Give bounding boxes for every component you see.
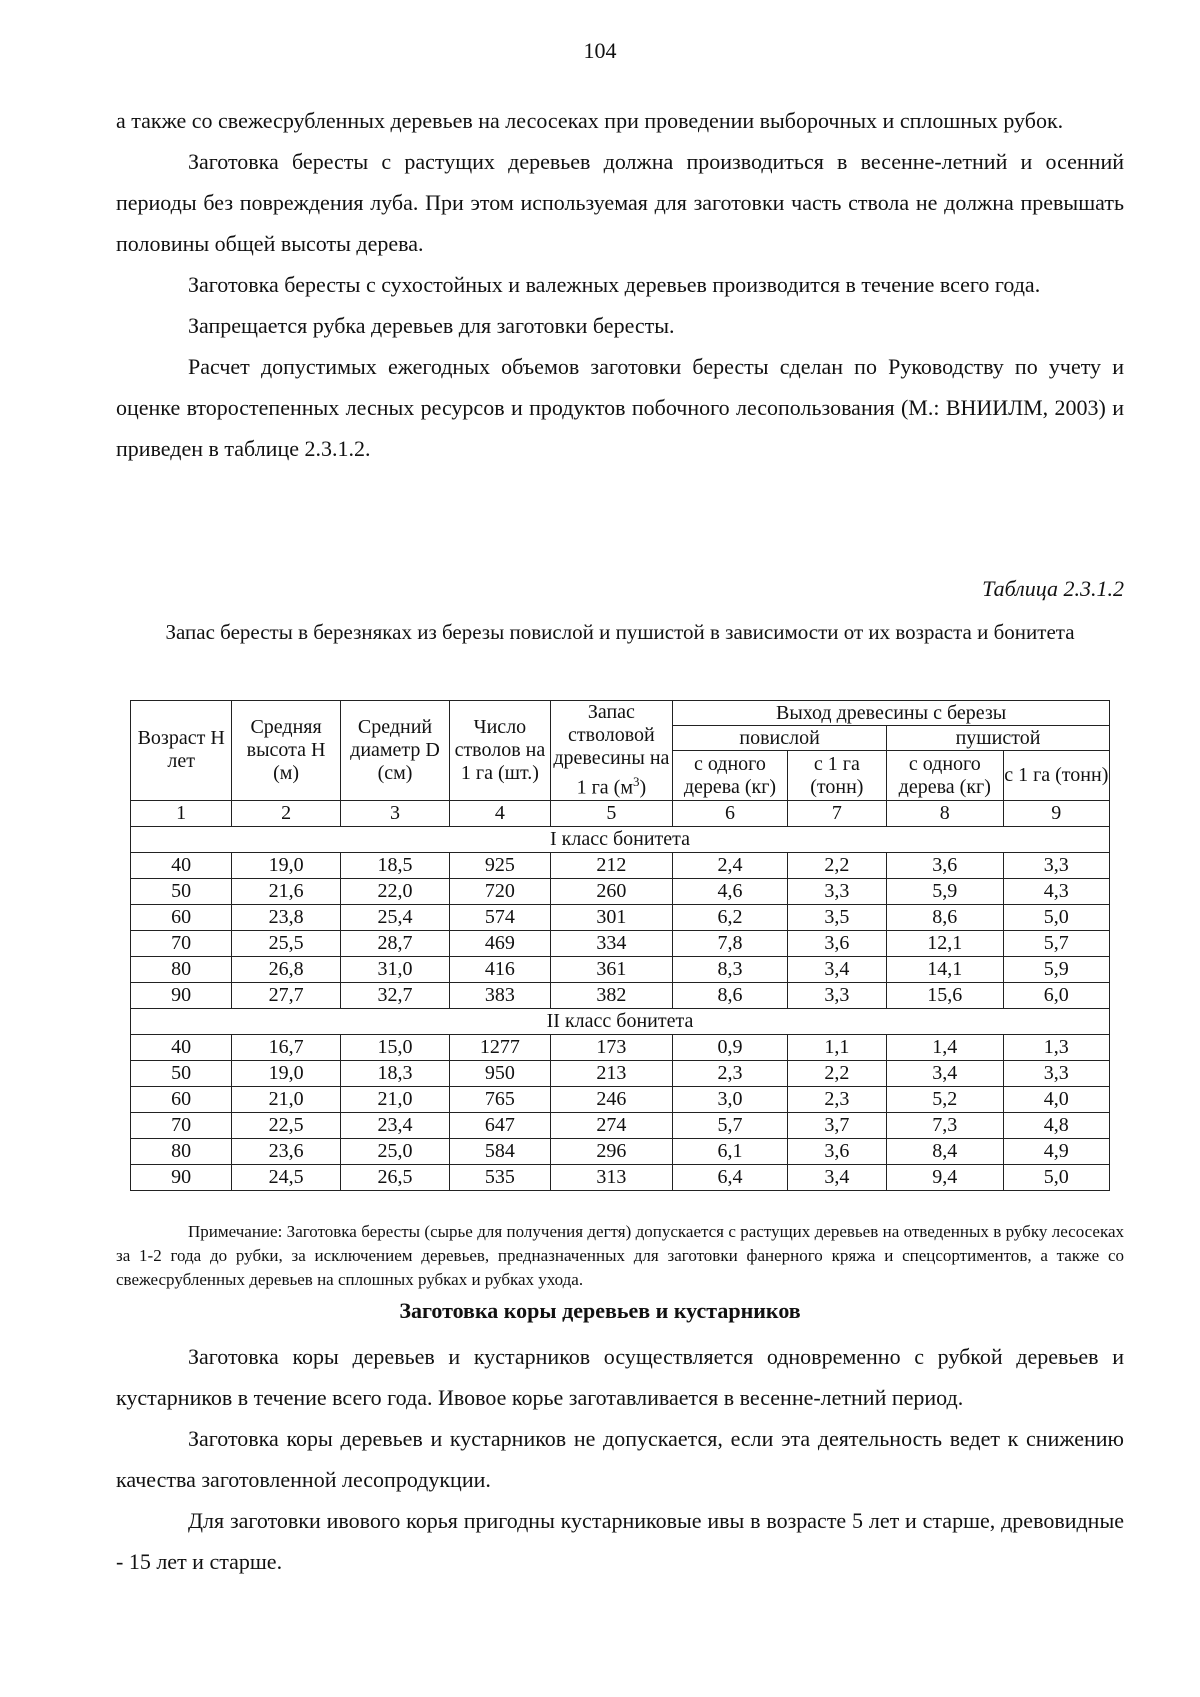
table-title: Запас бересты в березняках из березы повислой и пушистой в зависимости от их возраста и бонитета	[165, 620, 1075, 644]
paragraph: Заготовка бересты с растущих деревьев должна производиться в весенне-летний и осенний периоды без повреждения луба. При этом используемая для заготовки часть ствола не должна превышать половины общей высоты дерева.	[116, 149, 1124, 256]
table-cell: 6,4	[673, 1164, 788, 1190]
table-cell: 7,8	[673, 930, 788, 956]
table-cell: 383	[450, 982, 550, 1008]
table-cell: 8,6	[887, 904, 1004, 930]
table-cell: 40	[131, 852, 232, 878]
paragraph: Запрещается рубка деревьев для заготовки бересты.	[188, 313, 675, 338]
birch-bark-table	[130, 700, 1110, 1191]
column-number: 2	[232, 800, 340, 826]
header-per-ha: с 1 га (тонн)	[787, 751, 886, 800]
table-cell: 70	[131, 1112, 232, 1138]
table-cell: 28,7	[340, 930, 449, 956]
table-cell: 469	[450, 930, 550, 956]
table-row	[131, 1034, 1110, 1060]
table-cell: 6,0	[1003, 982, 1109, 1008]
paragraph: Расчет допустимых ежегодных объемов заготовки бересты сделан по Руководству по учету и оценке второстепенных лесных ресурсов и продуктов побочного лесопользования (М.: ВНИИЛМ, 2003) и приведен в таблице 2.3.1.2.	[116, 354, 1124, 461]
table-cell: 246	[550, 1086, 673, 1112]
table-cell: 3,3	[787, 982, 886, 1008]
header-stock: Запас стволовой древесины на 1 га $(м^3)$	[550, 701, 673, 801]
table-cell: 2,2	[787, 1060, 886, 1086]
table-cell: 3,5	[787, 904, 886, 930]
paragraph: Заготовка коры деревьев и кустарников не допускается, если эта деятельность ведет к снижению качества заготовленной лесопродукции.	[116, 1426, 1124, 1492]
table-row	[131, 1060, 1110, 1086]
table-cell: 2,3	[673, 1060, 788, 1086]
table-cell: 24,5	[232, 1164, 340, 1190]
header-diameter: Средний диаметр D (см)	[340, 701, 449, 801]
group-title: I класс бонитета	[131, 826, 1110, 852]
body-text-bottom	[116, 1336, 1124, 1582]
table-cell: 9,4	[887, 1164, 1004, 1190]
table-cell: 647	[450, 1112, 550, 1138]
table-cell: 212	[550, 852, 673, 878]
table-cell: 1,4	[887, 1034, 1004, 1060]
table-row	[131, 878, 1110, 904]
table-cell: 23,8	[232, 904, 340, 930]
table-cell: 14,1	[887, 956, 1004, 982]
table-cell: 416	[450, 956, 550, 982]
table-cell: 925	[450, 852, 550, 878]
body-text-top	[116, 100, 1124, 469]
table-cell: 8,4	[887, 1138, 1004, 1164]
table-cell: 4,6	[673, 878, 788, 904]
table-cell: 382	[550, 982, 673, 1008]
table-cell: 3,0	[673, 1086, 788, 1112]
table-cell: 25,5	[232, 930, 340, 956]
table-cell: 18,3	[340, 1060, 449, 1086]
table-cell: 31,0	[340, 956, 449, 982]
paragraph: Заготовка бересты с сухостойных и валежных деревьев производится в течение всего года.	[188, 272, 1041, 297]
table-cell: 5,0	[1003, 1164, 1109, 1190]
header-per-tree: с одного дерева (кг)	[887, 751, 1004, 800]
table-row	[131, 1138, 1110, 1164]
table-cell: 6,2	[673, 904, 788, 930]
table-cell: 584	[450, 1138, 550, 1164]
table-row	[131, 930, 1110, 956]
table-cell: 18,5	[340, 852, 449, 878]
table-cell: 60	[131, 904, 232, 930]
table-cell: 21,0	[340, 1086, 449, 1112]
table-cell: 25,0	[340, 1138, 449, 1164]
table-cell: 12,1	[887, 930, 1004, 956]
table-cell: 3,3	[787, 878, 886, 904]
table-cell: 765	[450, 1086, 550, 1112]
table-cell: 4,8	[1003, 1112, 1109, 1138]
table-cell: 3,4	[787, 956, 886, 982]
table-cell: 4,9	[1003, 1138, 1109, 1164]
table-cell: 296	[550, 1138, 673, 1164]
header-stems: Число стволов на 1 га (шт.)	[450, 701, 550, 801]
table-label: Таблица 2.3.1.2	[982, 576, 1124, 601]
table-note	[116, 1220, 1124, 1292]
table-cell: 90	[131, 1164, 232, 1190]
table-cell: 5,7	[673, 1112, 788, 1138]
table-cell: 15,6	[887, 982, 1004, 1008]
page-number: 104	[583, 38, 617, 63]
table-cell: 50	[131, 1060, 232, 1086]
paragraph: Заготовка коры деревьев и кустарников осуществляется одновременно с рубкой деревьев и кустарников в течение всего года. Ивовое корье заготавливается в весенне-летний период.	[116, 1344, 1124, 1410]
table-cell: 40	[131, 1034, 232, 1060]
table-cell: 70	[131, 930, 232, 956]
table-cell: 26,5	[340, 1164, 449, 1190]
table-cell: 3,3	[1003, 1060, 1109, 1086]
table-cell: 60	[131, 1086, 232, 1112]
header-per-tree: с одного дерева (кг)	[673, 751, 788, 800]
table-cell: 6,1	[673, 1138, 788, 1164]
table-cell: 80	[131, 1138, 232, 1164]
table-cell: 2,2	[787, 852, 886, 878]
table-row	[131, 852, 1110, 878]
paragraph: а также со свежесрубленных деревьев на лесосеках при проведении выборочных и сплошных рубок.	[116, 108, 1064, 133]
note-text: Примечание: Заготовка бересты (сырье для получения дегтя) допускается с растущих деревьев на отведенных в рубку лесосеках за 1-2 года до рубки, за исключением деревьев, предназначенных для заготовки фанерного кряжа и спецсортиментов, а также со свежесрубленных деревьев на сплошных рубках и рубках ухода.	[116, 1222, 1124, 1289]
table-cell: 213	[550, 1060, 673, 1086]
table-cell: 301	[550, 904, 673, 930]
table-cell: 8,6	[673, 982, 788, 1008]
table-cell: 720	[450, 878, 550, 904]
table-cell: 260	[550, 878, 673, 904]
table-cell: 2,3	[787, 1086, 886, 1112]
table-cell: 23,4	[340, 1112, 449, 1138]
table-cell: 334	[550, 930, 673, 956]
table-cell: 3,4	[787, 1164, 886, 1190]
header-age: Возраст Н лет	[131, 701, 232, 801]
header-height: Средняя высота Н (м)	[232, 701, 340, 801]
table-cell: 4,0	[1003, 1086, 1109, 1112]
paragraph: Для заготовки ивового корья пригодны кустарниковые ивы в возрасте 5 лет и старше, древовидные - 15 лет и старше.	[116, 1508, 1124, 1574]
table-cell: 50	[131, 878, 232, 904]
table-cell: 5,9	[1003, 956, 1109, 982]
column-number: 9	[1003, 800, 1109, 826]
table-cell: 313	[550, 1164, 673, 1190]
column-number: 1	[131, 800, 232, 826]
table-cell: 3,4	[887, 1060, 1004, 1086]
table-row	[131, 1086, 1110, 1112]
table-cell: 80	[131, 956, 232, 982]
column-number: 4	[450, 800, 550, 826]
table-cell: 21,6	[232, 878, 340, 904]
group-title: II класс бонитета	[131, 1008, 1110, 1034]
column-number: 7	[787, 800, 886, 826]
table-cell: 5,7	[1003, 930, 1109, 956]
table-cell: 8,3	[673, 956, 788, 982]
table-cell: 19,0	[232, 1060, 340, 1086]
header-per-ha: с 1 га (тонн)	[1003, 751, 1109, 800]
table-cell: 5,0	[1003, 904, 1109, 930]
table-cell: 173	[550, 1034, 673, 1060]
table-cell: 1,1	[787, 1034, 886, 1060]
table-cell: 16,7	[232, 1034, 340, 1060]
table-row	[131, 956, 1110, 982]
table-cell: 3,6	[787, 930, 886, 956]
table-cell: 5,2	[887, 1086, 1004, 1112]
column-number: 5	[550, 800, 673, 826]
group-title-row	[131, 826, 1110, 852]
table-cell: 90	[131, 982, 232, 1008]
table-header	[131, 701, 1110, 801]
table-cell: 4,3	[1003, 878, 1109, 904]
table-cell: 361	[550, 956, 673, 982]
column-number-row	[131, 800, 1110, 826]
table-cell: 25,4	[340, 904, 449, 930]
column-number: 3	[340, 800, 449, 826]
header-hanging-birch: повислой	[673, 726, 887, 751]
table-cell: 7,3	[887, 1112, 1004, 1138]
table-cell: 22,5	[232, 1112, 340, 1138]
column-number: 6	[673, 800, 788, 826]
section-heading: Заготовка коры деревьев и кустарников	[399, 1298, 801, 1323]
table-row	[131, 1112, 1110, 1138]
group-title-row	[131, 1008, 1110, 1034]
table-cell: 22,0	[340, 878, 449, 904]
header-downy-birch: пушистой	[887, 726, 1110, 751]
table-cell: 23,6	[232, 1138, 340, 1164]
table-row	[131, 1164, 1110, 1190]
table-cell: 1277	[450, 1034, 550, 1060]
table-body	[131, 800, 1110, 1190]
table-cell: 0,9	[673, 1034, 788, 1060]
table-cell: 32,7	[340, 982, 449, 1008]
table-cell: 3,7	[787, 1112, 886, 1138]
table-cell: 26,8	[232, 956, 340, 982]
table-cell: 950	[450, 1060, 550, 1086]
table-cell: 1,3	[1003, 1034, 1109, 1060]
table-cell: 3,6	[787, 1138, 886, 1164]
table-cell: 535	[450, 1164, 550, 1190]
table-cell: 21,0	[232, 1086, 340, 1112]
table-cell: 3,3	[1003, 852, 1109, 878]
header-yield: Выход древесины с березы	[673, 701, 1110, 726]
table-row	[131, 982, 1110, 1008]
column-number: 8	[887, 800, 1004, 826]
table-row	[131, 904, 1110, 930]
table-cell: 5,9	[887, 878, 1004, 904]
table-cell: 3,6	[887, 852, 1004, 878]
table-cell: 574	[450, 904, 550, 930]
table-cell: 2,4	[673, 852, 788, 878]
table-cell: 15,0	[340, 1034, 449, 1060]
table-cell: 19,0	[232, 852, 340, 878]
table-cell: 27,7	[232, 982, 340, 1008]
table-cell: 274	[550, 1112, 673, 1138]
